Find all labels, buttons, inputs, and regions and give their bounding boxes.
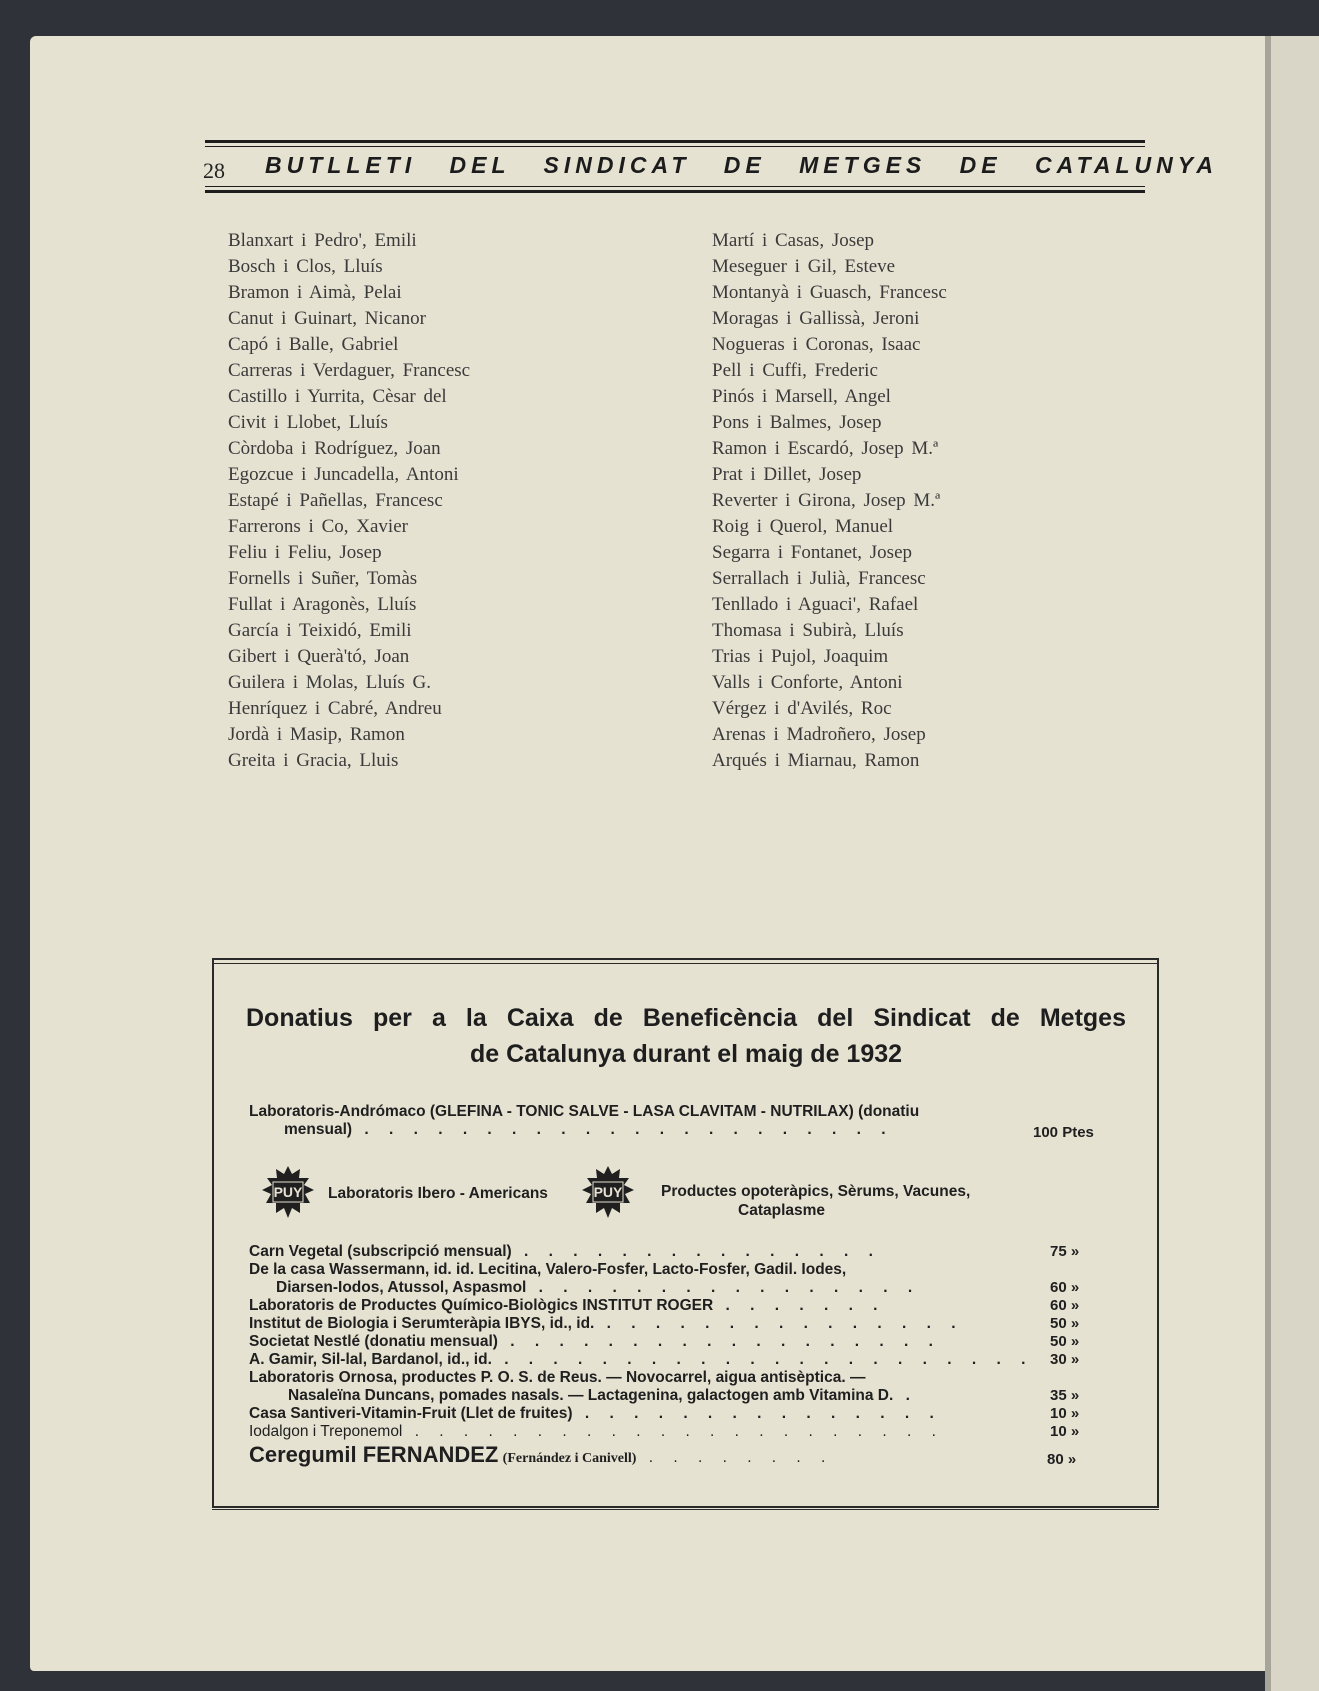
- member-list-left: [228, 228, 470, 774]
- donation-amount: 10 »: [1050, 1405, 1080, 1422]
- member-name: Greita i Gracia, Lluis: [228, 750, 399, 771]
- lab-products-line1: Productes opoteràpics, Sèrums, Vacunes,: [661, 1183, 971, 1200]
- member-name: Castillo i Yurrita, Cèsar del: [228, 386, 447, 407]
- donation-entry-text: A. Gamir, Sil-lal, Bardanol, id., id.: [249, 1351, 492, 1368]
- donation-entry: [249, 1351, 1034, 1369]
- donation-entry: [249, 1333, 1019, 1351]
- donation-amount: 80 »: [1047, 1451, 1077, 1468]
- donation-entry-text: Laboratoris de Productes Químico-Biològics INSTITUT ROGER: [249, 1297, 714, 1314]
- donation-entry-andromaco: [249, 1103, 1019, 1139]
- puy-logo-text: PUY: [273, 1184, 303, 1200]
- donation-entry: [288, 1387, 1058, 1405]
- member-name: Tenllado i Aguaci', Rafael: [712, 594, 919, 615]
- donations-box-rule-bottom: [212, 1509, 1159, 1510]
- member-name: Serrallach i Julià, Francesc: [712, 568, 926, 589]
- member-name: Carreras i Verdaguer, Francesc: [228, 360, 471, 381]
- member-name: Meseguer i Gil, Esteve: [712, 256, 896, 277]
- donation-amount: 50 »: [1050, 1315, 1080, 1332]
- donation-entry: [249, 1243, 1019, 1261]
- member-name: Farrerons i Co, Xavier: [228, 516, 408, 537]
- page-number: 28: [203, 158, 225, 183]
- leader-dots: . . . . . . . . . . . . . . .: [511, 1243, 881, 1260]
- leader-dots: . . . . . . .: [713, 1297, 886, 1314]
- donation-amount: 10 »: [1050, 1423, 1080, 1440]
- leader-dots: . . . . . . . . . . . . . . . . . . . . . .: [352, 1121, 894, 1138]
- member-name: Arqués i Miarnau, Ramon: [712, 750, 920, 771]
- member-name: Ramon i Escardó, Josep M.ª: [712, 438, 939, 459]
- donation-entry: [249, 1369, 1019, 1387]
- donation-entry-text: Nasaleïna Duncans, pomades nasals. — Lactagenina, galactogen amb Vitamina D.: [288, 1387, 894, 1404]
- member-name: Civit i Llobet, Lluís: [228, 412, 388, 433]
- member-name: Còrdoba i Rodríguez, Joan: [228, 438, 441, 459]
- puy-logo-icon: [582, 1166, 634, 1218]
- member-name: Capó i Balle, Gabriel: [228, 334, 399, 355]
- member-name: Martí i Casas, Josep: [712, 230, 875, 251]
- puy-logo-icon: [262, 1166, 314, 1218]
- member-name: Egozcue i Juncadella, Antoni: [228, 464, 459, 485]
- donation-entry-text: Diarsen-Iodos, Atussol, Aspasmol: [276, 1279, 527, 1296]
- donation-entry: [249, 1405, 1019, 1423]
- header-rule-top: [205, 140, 1145, 143]
- header-rule-bottom-thick: [205, 190, 1145, 193]
- donation-amount: 60 »: [1050, 1297, 1080, 1314]
- donation-entry-ceregumil: [249, 1442, 1019, 1468]
- donation-amount: 50 »: [1050, 1333, 1080, 1350]
- next-page-edge: [1265, 36, 1319, 1691]
- donation-entry-text: Institut de Biologia i Serumteràpia IBYS, id., id.: [249, 1315, 595, 1332]
- member-name: Guilera i Molas, Lluís G.: [228, 672, 432, 693]
- donation-amount: 35 »: [1050, 1387, 1080, 1404]
- puy-logo-text: PUY: [593, 1184, 623, 1200]
- donation-entry: [249, 1423, 1019, 1441]
- member-name: Blanxart i Pedro', Emili: [228, 230, 417, 251]
- donation-entry: [276, 1279, 1046, 1297]
- donation-amount: 75 »: [1050, 1243, 1080, 1260]
- member-name: Henríquez i Cabré, Andreu: [228, 698, 442, 719]
- leader-dots: . . . . . . . .: [636, 1449, 834, 1466]
- leader-dots: . . . . . . . . . . . . . . . .: [526, 1279, 921, 1296]
- donation-entry-text: De la casa Wassermann, id. id. Lecitina, Valero-Fosfer, Lacto-Fosfer, Gadil. Iodes,: [249, 1261, 847, 1278]
- lab-products-line2: Cataplasme: [738, 1202, 826, 1219]
- member-name: Fullat i Aragonès, Lluís: [228, 594, 417, 615]
- leader-dots: .: [893, 1387, 918, 1404]
- member-name: Valls i Conforte, Antoni: [712, 672, 903, 693]
- member-name: Moragas i Gallissà, Jeroni: [712, 308, 920, 329]
- leader-dots: . . . . . . . . . . . . . . . . . . . . . .: [491, 1351, 1034, 1368]
- member-name: Vérgez i d'Avilés, Roc: [712, 698, 892, 719]
- donation-entry: [249, 1261, 1019, 1279]
- member-name: Estapé i Pañellas, Francesc: [228, 490, 443, 511]
- donations-box-rule-top: [212, 963, 1159, 964]
- member-name: García i Teixidó, Emili: [228, 620, 412, 641]
- member-name: Prat i Dillet, Josep: [712, 464, 862, 485]
- donation-entry-text-cont: [249, 1121, 1019, 1139]
- member-name: Montanyà i Guasch, Francesc: [712, 282, 947, 303]
- leader-dots: . . . . . . . . . . . . . . . . . .: [497, 1333, 941, 1350]
- member-name: Bosch i Clos, Lluís: [228, 256, 383, 277]
- lab-ibero-americans: Laboratoris Ibero - Americans: [328, 1185, 548, 1202]
- member-name: Bramon i Aimà, Pelai: [228, 282, 402, 303]
- donation-entry-text: Societat Nestlé (donatiu mensual): [249, 1333, 498, 1350]
- leader-dots: . . . . . . . . . . . . . . . . . . . . . .: [402, 1423, 944, 1440]
- member-name: Trias i Pujol, Joaquim: [712, 646, 889, 667]
- donation-entry-text: Carn Vegetal (subscripció mensual): [249, 1243, 512, 1260]
- member-name: Jordà i Masip, Ramon: [228, 724, 405, 745]
- journal-title: BUTLLETI DEL SINDICAT DE METGES DE CATALUNYA: [265, 152, 1218, 178]
- member-name: Arenas i Madroñero, Josep: [712, 724, 926, 745]
- donation-entry: [249, 1315, 1019, 1333]
- member-name: Fornells i Suñer, Tomàs: [228, 568, 418, 589]
- member-name: Segarra i Fontanet, Josep: [712, 542, 913, 563]
- donation-entry-text: Laboratoris Ornosa, productes P. O. S. de Reus. — Novocarrel, aigua antisèptica. —: [249, 1369, 866, 1386]
- leader-dots: . . . . . . . . . . . . . . .: [572, 1405, 942, 1422]
- donations-title: [246, 1000, 1126, 1072]
- page-fold: [1265, 36, 1271, 1691]
- ceregumil-subtitle: (Fernández i Canivell): [502, 1451, 637, 1466]
- donations-title-line1: Donatius per a la Caixa de Beneficència del Sindicat de Metges: [246, 1004, 1126, 1032]
- ceregumil-name: Ceregumil FERNANDEZ: [249, 1442, 499, 1467]
- member-list-right: [712, 228, 947, 774]
- member-name: Roig i Querol, Manuel: [712, 516, 894, 537]
- donation-entry-text: Laboratoris-Andrómaco (GLEFINA - TONIC SALVE - LASA CLAVITAM - NUTRILAX) (donatiu: [249, 1103, 920, 1120]
- member-name: Thomasa i Subirà, Lluís: [712, 620, 904, 641]
- donation-entry: [249, 1297, 1019, 1315]
- member-name: Gibert i Querà'tó, Joan: [228, 646, 410, 667]
- header-rule-bottom: [205, 186, 1145, 187]
- member-name: Nogueras i Coronas, Isaac: [712, 334, 921, 355]
- donation-entry-text: mensual): [284, 1121, 353, 1138]
- donation-amount: 60 »: [1050, 1279, 1080, 1296]
- donation-amount: 30 »: [1050, 1351, 1080, 1368]
- member-name: Reverter i Girona, Josep M.ª: [712, 490, 941, 511]
- member-name: Canut i Guinart, Nicanor: [228, 308, 426, 329]
- member-name: Feliu i Feliu, Josep: [228, 542, 382, 563]
- header-rule-top-thin: [205, 146, 1145, 147]
- member-name: Pinós i Marsell, Angel: [712, 386, 891, 407]
- donation-entry-text: Iodalgon i Treponemol: [249, 1423, 403, 1440]
- member-name: Pell i Cuffi, Frederic: [712, 360, 878, 381]
- member-name: Pons i Balmes, Josep: [712, 412, 882, 433]
- donation-amount: 100 Ptes: [1033, 1124, 1094, 1141]
- donation-entry-text: Casa Santiveri-Vitamin-Fruit (Llet de fruites): [249, 1405, 573, 1422]
- donations-title-line2: de Catalunya durant el maig de 1932: [469, 1040, 903, 1068]
- leader-dots: . . . . . . . . . . . . . . .: [594, 1315, 964, 1332]
